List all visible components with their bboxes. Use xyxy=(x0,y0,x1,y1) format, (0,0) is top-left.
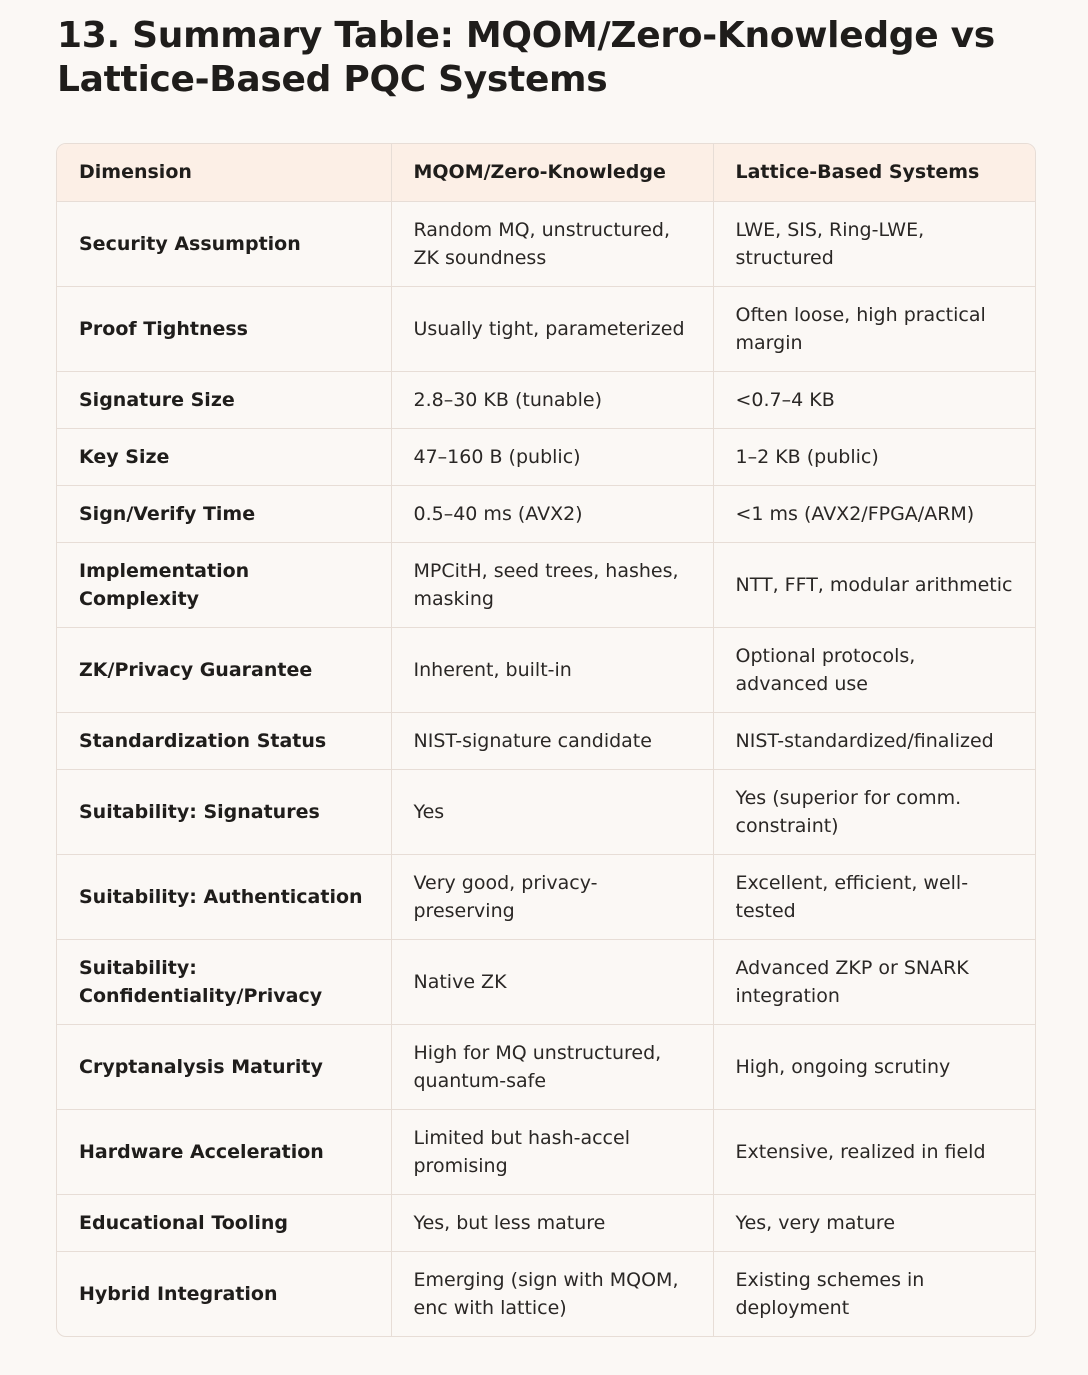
table-row xyxy=(57,1024,1035,1109)
row-dimension: Educational Tooling xyxy=(57,1194,391,1251)
row-dimension: Security Assumption xyxy=(57,201,391,286)
summary-table xyxy=(57,144,1035,1336)
row-dimension: Suitability: Confidentiality/Privacy xyxy=(57,939,391,1024)
page-title: 13. Summary Table: MQOM/Zero-Knowledge vs Lattice-Based PQC Systems xyxy=(57,15,995,100)
table-row xyxy=(57,712,1035,769)
table-row xyxy=(57,1194,1035,1251)
row-mqom-value: Yes, but less mature xyxy=(391,1194,713,1251)
table-row xyxy=(57,854,1035,939)
row-mqom-value: Random MQ, unstructured, ZK soundness xyxy=(391,201,713,286)
row-lattice-value: Excellent, efficient, well-tested xyxy=(713,854,1035,939)
header-mqom: MQOM/Zero-Knowledge xyxy=(391,144,713,201)
row-mqom-value: High for MQ unstructured, quantum-safe xyxy=(391,1024,713,1109)
row-dimension: Cryptanalysis Maturity xyxy=(57,1024,391,1109)
header-dimension: Dimension xyxy=(57,144,391,201)
summary-table-container xyxy=(56,143,1036,1337)
row-dimension: Sign/Verify Time xyxy=(57,485,391,542)
row-lattice-value: 1–2 KB (public) xyxy=(713,428,1035,485)
table-row xyxy=(57,371,1035,428)
table-row xyxy=(57,428,1035,485)
row-mqom-value: Yes xyxy=(391,769,713,854)
table-row xyxy=(57,1251,1035,1336)
row-lattice-value: NTT, FFT, modular arithmetic xyxy=(713,542,1035,627)
row-dimension: Suitability: Authentication xyxy=(57,854,391,939)
row-lattice-value: Yes (superior for comm. constraint) xyxy=(713,769,1035,854)
row-lattice-value: High, ongoing scrutiny xyxy=(713,1024,1035,1109)
row-mqom-value: 2.8–30 KB (tunable) xyxy=(391,371,713,428)
row-dimension: Key Size xyxy=(57,428,391,485)
row-lattice-value: <0.7–4 KB xyxy=(713,371,1035,428)
row-lattice-value: Yes, very mature xyxy=(713,1194,1035,1251)
row-mqom-value: Usually tight, parameterized xyxy=(391,286,713,371)
row-dimension: Implementation Complexity xyxy=(57,542,391,627)
row-mqom-value: Very good, privacy-preserving xyxy=(391,854,713,939)
table-row xyxy=(57,627,1035,712)
row-dimension: Standardization Status xyxy=(57,712,391,769)
row-mqom-value: 47–160 B (public) xyxy=(391,428,713,485)
row-dimension: Proof Tightness xyxy=(57,286,391,371)
row-mqom-value: Emerging (sign with MQOM, enc with lattice) xyxy=(391,1251,713,1336)
row-dimension: Hybrid Integration xyxy=(57,1251,391,1336)
table-row xyxy=(57,1109,1035,1194)
table-header-row xyxy=(57,144,1035,201)
row-mqom-value: MPCitH, seed trees, hashes, masking xyxy=(391,542,713,627)
row-lattice-value: Advanced ZKP or SNARK integration xyxy=(713,939,1035,1024)
row-dimension: Signature Size xyxy=(57,371,391,428)
row-mqom-value: Native ZK xyxy=(391,939,713,1024)
table-row xyxy=(57,769,1035,854)
row-dimension: Hardware Acceleration xyxy=(57,1109,391,1194)
row-lattice-value: Often loose, high practical margin xyxy=(713,286,1035,371)
row-lattice-value: <1 ms (AVX2/FPGA/ARM) xyxy=(713,485,1035,542)
table-row xyxy=(57,286,1035,371)
row-mqom-value: Limited but hash-accel promising xyxy=(391,1109,713,1194)
table-row xyxy=(57,485,1035,542)
row-mqom-value: Inherent, built-in xyxy=(391,627,713,712)
row-mqom-value: NIST-signature candidate xyxy=(391,712,713,769)
row-dimension: ZK/Privacy Guarantee xyxy=(57,627,391,712)
row-lattice-value: LWE, SIS, Ring-LWE, structured xyxy=(713,201,1035,286)
row-mqom-value: 0.5–40 ms (AVX2) xyxy=(391,485,713,542)
row-lattice-value: NIST-standardized/finalized xyxy=(713,712,1035,769)
table-row xyxy=(57,939,1035,1024)
header-lattice: Lattice-Based Systems xyxy=(713,144,1035,201)
table-row xyxy=(57,542,1035,627)
table-row xyxy=(57,201,1035,286)
row-lattice-value: Existing schemes in deployment xyxy=(735,1268,925,1319)
row-lattice-value: Optional protocols, advanced use xyxy=(713,627,1035,712)
row-lattice-value: Extensive, realized in field xyxy=(713,1109,1035,1194)
row-dimension: Suitability: Signatures xyxy=(57,769,391,854)
